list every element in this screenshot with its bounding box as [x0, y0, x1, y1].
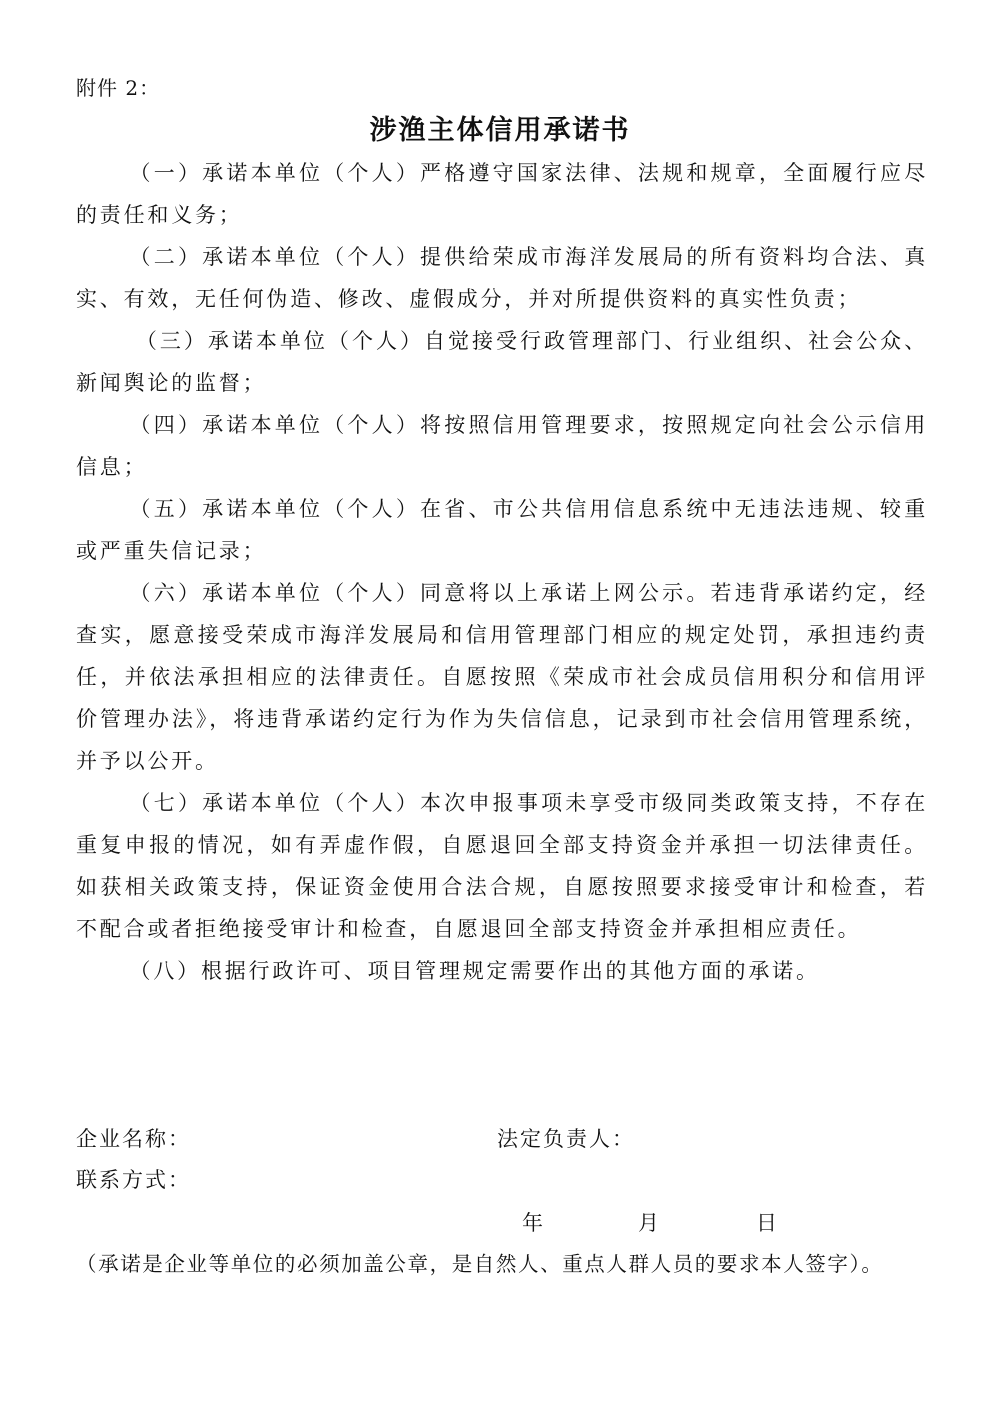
commitment-clause-3: （三）承诺本单位（个人）自觉接受行政管理部门、行业组织、社会公众、新闻舆论的监督；: [76, 329, 928, 395]
commitment-clause-4: （四）承诺本单位（个人）将按照信用管理要求，按照规定向社会公示信用信息；: [76, 413, 928, 479]
commitment-clause-8: （八）根据行政许可、项目管理规定需要作出的其他方面的承诺。: [129, 959, 820, 983]
date-day-label: 日: [756, 1211, 779, 1235]
commitment-clause-6: （六）承诺本单位（个人）同意将以上承诺上网公示。若违背承诺约定，经查实，愿意接受荣成市海洋发展局和信用管理部门相应的规定处罚，承担违约责任，并依法承担相应的法律责任。自愿按照《荣成市社会成员信用积分和信用评价管理办法》，将违背承诺约定行为作为失信信息，记录到市社会信用管理系统，并予以公开。: [76, 581, 928, 773]
commitment-clause-5: （五）承诺本单位（个人）在省、市公共信用信息系统中无违法违规、较重或严重失信记录；: [76, 497, 928, 563]
date-year-label: 年: [522, 1211, 545, 1235]
commitment-clause-2: （二）承诺本单位（个人）提供给荣成市海洋发展局的所有资料均合法、真实、有效，无任何伪造、修改、虚假成分，并对所提供资料的真实性负责；: [76, 245, 928, 311]
commitment-clause-1: （一）承诺本单位（个人）严格遵守国家法律、法规和规章，全面履行应尽的责任和义务；: [76, 161, 928, 227]
attachment-label: 附件 2：: [76, 76, 161, 100]
document-title: 涉渔主体信用承诺书: [369, 115, 631, 146]
company-name-label: 企业名称：: [76, 1127, 191, 1151]
contact-label: 联系方式：: [76, 1168, 191, 1192]
legal-representative-label: 法定负责人：: [497, 1127, 635, 1151]
date-month-label: 月: [638, 1211, 661, 1235]
commitment-body: [76, 152, 928, 992]
seal-signature-note: （承诺是企业等单位的必须加盖公章，是自然人、重点人群人员的要求本人签字）。: [76, 1252, 884, 1276]
commitment-clause-7: （七）承诺本单位（个人）本次申报事项未享受市级同类政策支持，不存在重复申报的情况，如有弄虚作假，自愿退回全部支持资金并承担一切法律责任。如获相关政策支持，保证资金使用合法合规，自愿按照要求接受审计和检查，若不配合或者拒绝接受审计和检查，自愿退回全部支持资金并承担相应责任。: [76, 791, 928, 941]
